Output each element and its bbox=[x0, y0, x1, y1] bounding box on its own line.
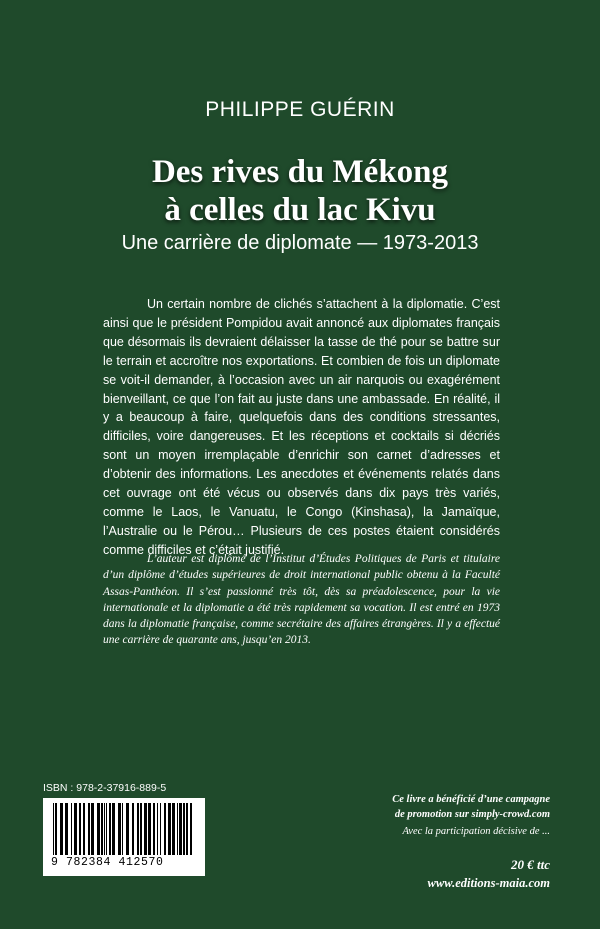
barcode-bar bbox=[183, 803, 185, 855]
author-bio: L’auteur est diplômé de l’Institut d’Études Politiques de Paris et titulaire d’un diplôme d’études supérieures de droit international public obtenu à la Faculté Assas-Panthéon. Il s’est passionné très tôt, dès sa préadolescence, pour la vie internationale et la diplomatie a été très rapidement sa vocation. Il est entré en 1973 dans la diplomatie française, comme secrétaire des affaires étrangères. Il y a effectué une carrière de quarante ans, jusqu’en 2013. bbox=[103, 553, 500, 647]
barcode-bar bbox=[79, 803, 81, 855]
book-title bbox=[0, 153, 600, 229]
barcode-bar bbox=[157, 803, 158, 855]
barcode-bar bbox=[137, 803, 139, 855]
barcode-bars bbox=[51, 803, 197, 855]
barcode bbox=[43, 798, 205, 876]
barcode-bar bbox=[168, 803, 171, 855]
price: 20 € ttc bbox=[511, 857, 550, 872]
barcode-bar bbox=[118, 803, 121, 855]
barcode-bar bbox=[112, 803, 115, 855]
promotion-campaign bbox=[300, 792, 550, 822]
barcode-bar bbox=[104, 803, 105, 855]
campaign-line-1: Ce livre a bénéficié d’une campagne bbox=[392, 794, 550, 805]
barcode-bar bbox=[190, 803, 192, 855]
barcode-bar bbox=[126, 803, 129, 855]
barcode-bar bbox=[148, 803, 151, 855]
barcode-bar bbox=[91, 803, 94, 855]
barcode-bar bbox=[71, 803, 72, 855]
title-line-2: à celles du lac Kivu bbox=[164, 192, 436, 228]
author-name: PHILIPPE GUÉRIN bbox=[205, 98, 395, 121]
barcode-bar bbox=[144, 803, 147, 855]
barcode-bar bbox=[160, 803, 161, 855]
barcode-bar bbox=[177, 803, 178, 855]
barcode-bar bbox=[53, 803, 54, 855]
barcode-bar bbox=[83, 803, 85, 855]
barcode-bar bbox=[122, 803, 123, 855]
blurb-text: Un certain nombre de clichés s’attachent à la diplomatie. C’est ainsi que le président Pompidou avait annoncé aux diplomates français que désormais ils devraient délaisser la tasse de thé pour se battre sur le terrain et accroître nos exportations. Et combien de fois un diplomate se voit-il demander, à l’occasion avec un air narquois ou exagérément bienveillant, ce que l’on fait au juste dans une ambassade. En réalité, il y a beaucoup à faire, quelquefois dans des conditions stressantes, difficiles, voire dangereuses. Et les réceptions et cocktails si décriés sont un moyen irremplaçable d’enrichir son carnet d’adresses et d’obtenir des informations. Les anecdotes et événements relatés dans cet ouvrage ont été vécus ou observés dans dix pays très variés, comme le Laos, le Vanuatu, le Congo (Kinshasa), la Jamaïque, l’Australie ou le Pérou… Plusieurs de ces postes étaient considérés comme difficiles et c’était justifié. bbox=[103, 297, 500, 557]
barcode-bar bbox=[109, 803, 111, 855]
barcode-bar bbox=[65, 803, 68, 855]
participation-note: Avec la participation décisive de ... bbox=[402, 826, 550, 837]
campaign-line-2: de promotion sur simply-crowd.com bbox=[394, 809, 550, 820]
barcode-bar bbox=[60, 803, 63, 855]
barcode-bar bbox=[132, 803, 134, 855]
barcode-bar bbox=[106, 803, 107, 855]
barcode-bar bbox=[74, 803, 77, 855]
barcode-bar bbox=[101, 803, 103, 855]
barcode-bar bbox=[140, 803, 142, 855]
barcode-bar bbox=[153, 803, 155, 855]
title-line-1: Des rives du Mékong bbox=[151, 154, 449, 190]
publisher-website[interactable]: www.editions-maia.com bbox=[427, 876, 550, 890]
barcode-bar bbox=[164, 803, 166, 855]
barcode-digits: 9 782384 412570 bbox=[51, 856, 164, 869]
barcode-bar bbox=[97, 803, 100, 855]
barcode-bar bbox=[88, 803, 90, 855]
barcode-bar bbox=[186, 803, 188, 855]
barcode-bar bbox=[55, 803, 57, 855]
barcode-bar bbox=[172, 803, 175, 855]
barcode-bar bbox=[179, 803, 182, 855]
isbn-label: ISBN : 978-2-37916-889-5 bbox=[43, 782, 167, 794]
book-subtitle: Une carrière de diplomate — 1973-2013 bbox=[121, 232, 479, 254]
